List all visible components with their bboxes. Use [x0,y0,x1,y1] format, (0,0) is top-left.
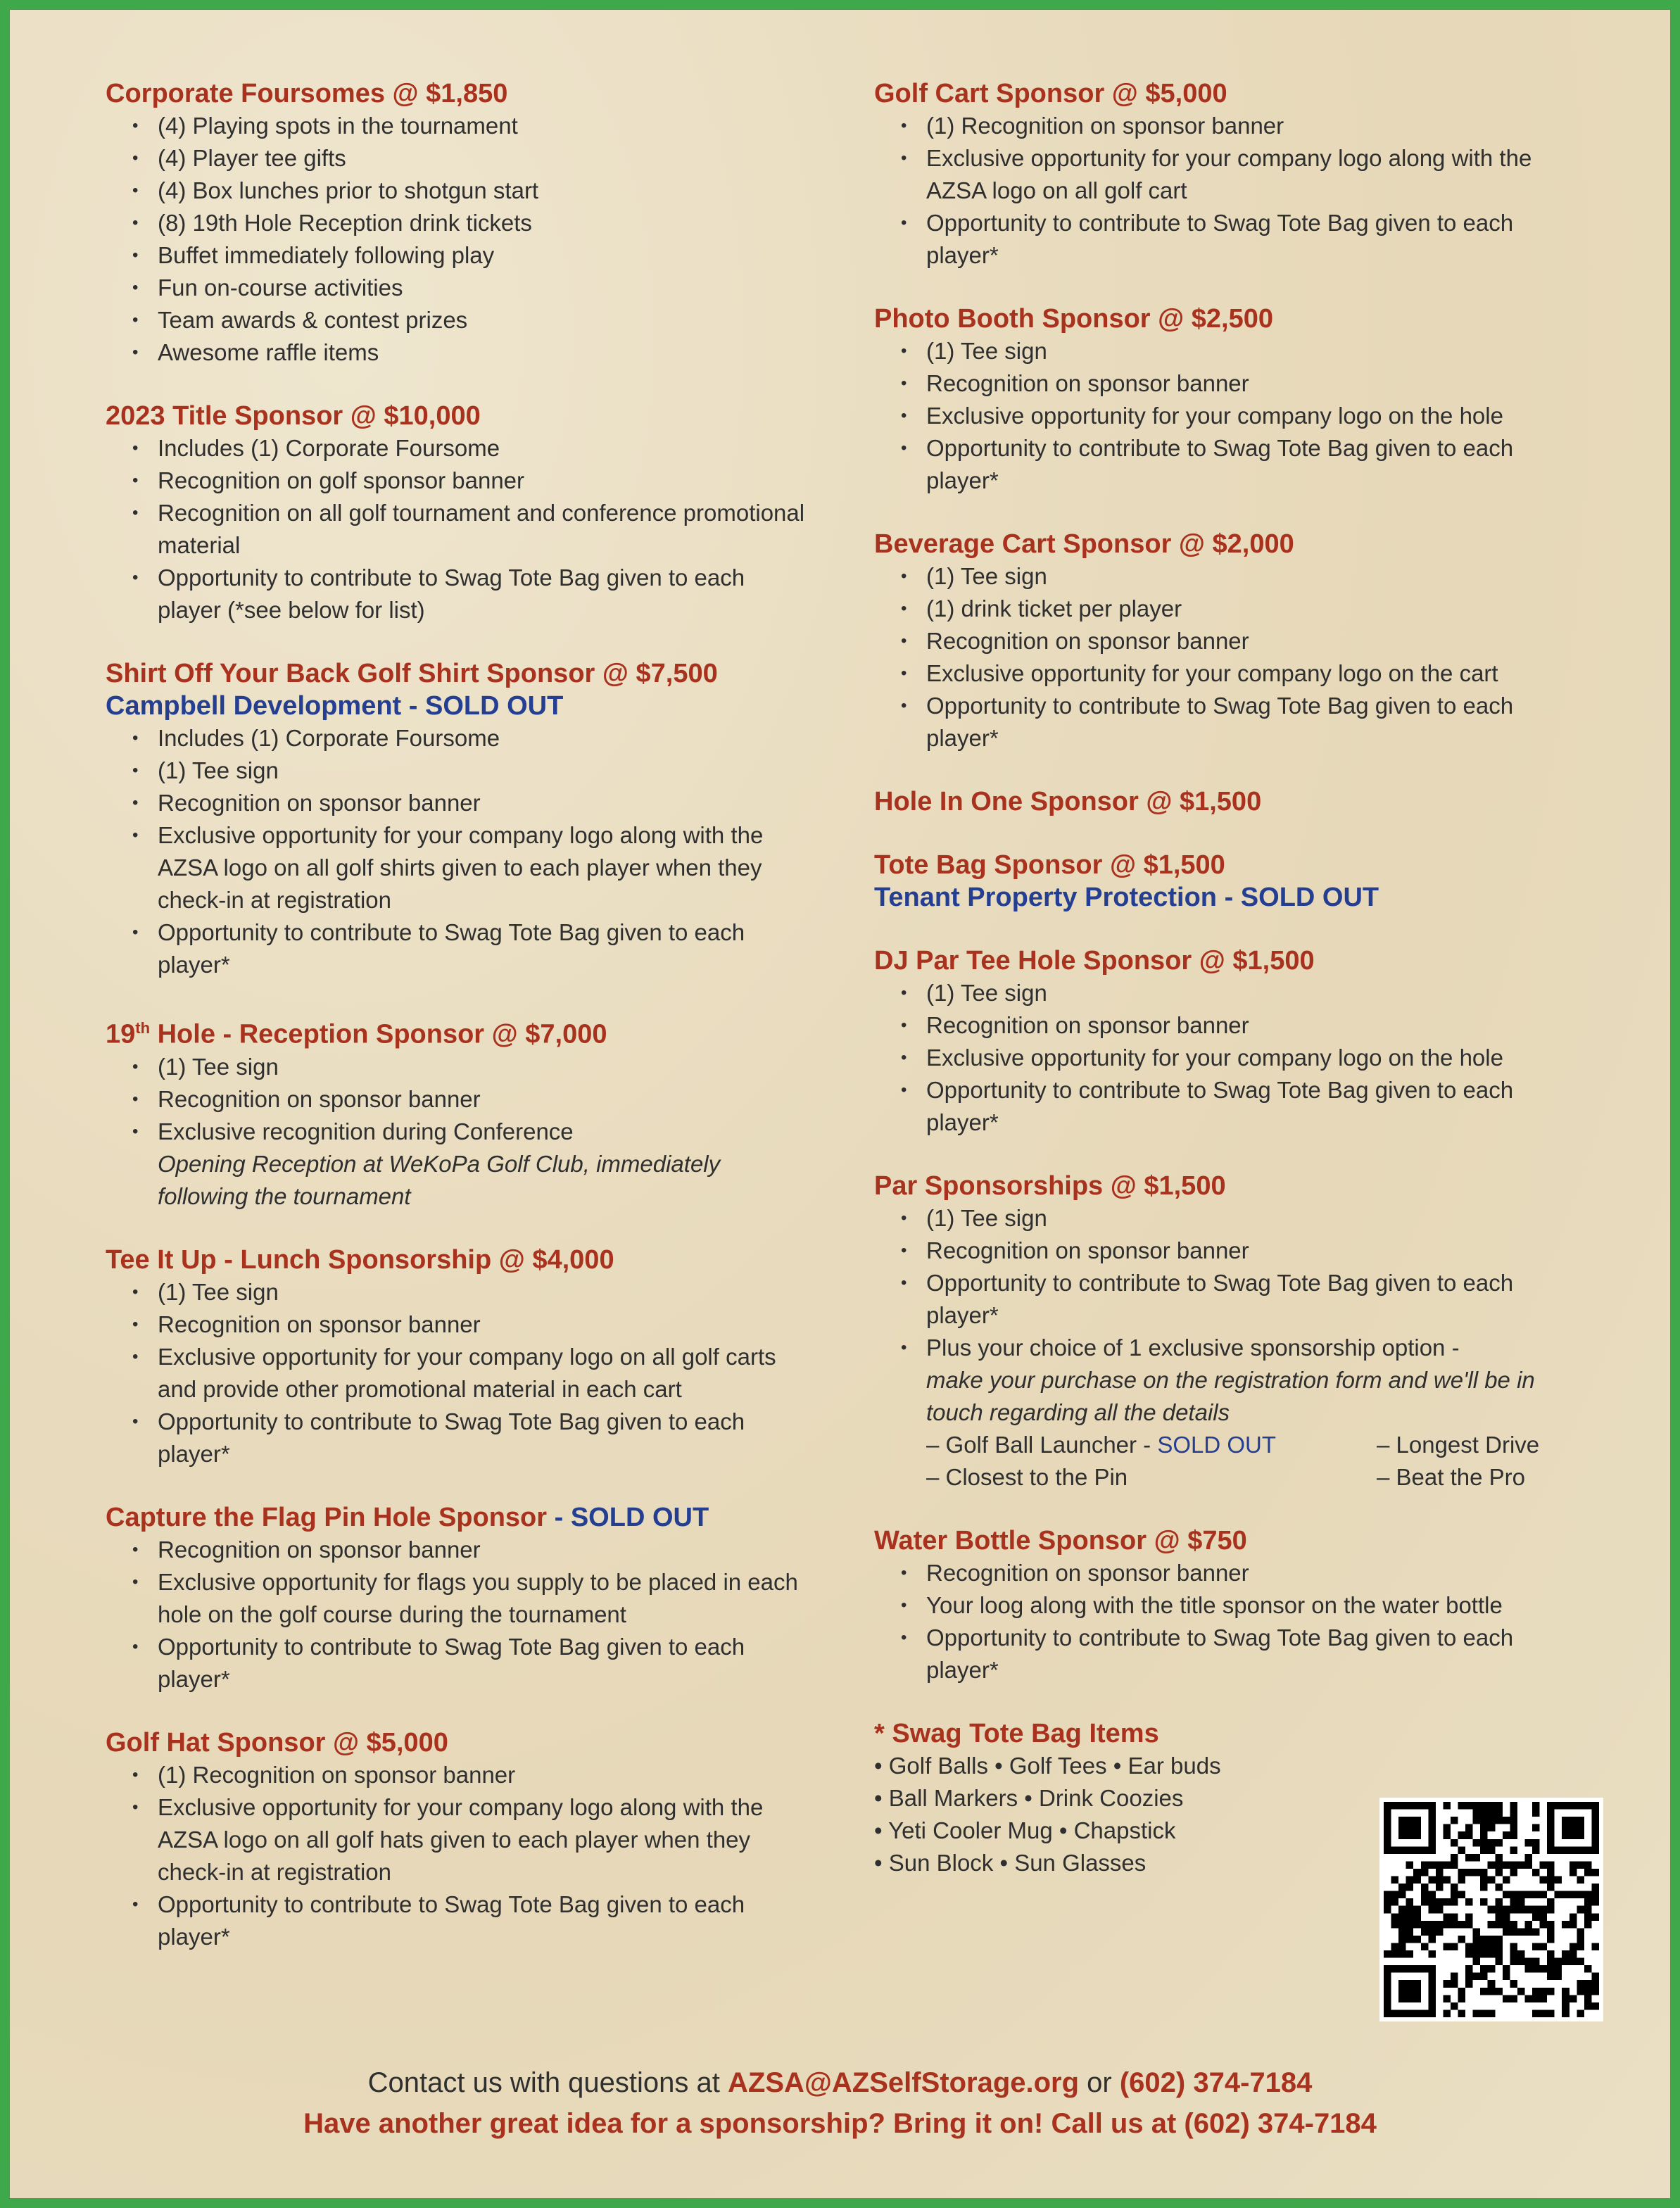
option-longest-drive: – Longest Drive [1377,1432,1540,1458]
benefit-list [874,560,1578,755]
section-title: Golf Cart Sponsor @ $5,000 [874,79,1227,108]
benefit-list [106,722,809,981]
swag-line: • Ball Markers • Drink Coozies [874,1785,1184,1811]
list-item: • Opportunity to contribute to Swag Tote Bag given to each player* [901,1074,1578,1139]
flyer-page [10,10,1670,2198]
list-item: • (1) Tee sign [901,1202,1578,1235]
benefit-list [106,432,809,626]
option-closest-to-pin: – Closest to the Pin [926,1464,1128,1490]
list-item: • (4) Box lunches prior to shotgun start [132,175,809,207]
section-title: Beverage Cart Sponsor @ $2,000 [874,529,1294,559]
section-title: Par Sponsorships @ $1,500 [874,1171,1226,1201]
benefit-list [874,1557,1578,1686]
section-photo-booth-sponsor [874,303,1578,497]
list-item: • Includes (1) Corporate Foursome [132,722,809,755]
list-item: • Your loog along with the title sponsor on the water bottle [901,1589,1578,1622]
benefit-list [106,1759,809,1953]
section-tote-bag-sponsor [874,849,1578,914]
section-title: Tote Bag Sponsor @ $1,500 [874,850,1225,880]
list-item: • Exclusive opportunity for your company logo along with the AZSA logo on all golf shirts given to each player when they check-in at registration [132,819,809,916]
option-beat-the-pro: – Beat the Pro [1377,1464,1525,1490]
list-item: • Recognition on sponsor banner [901,367,1578,400]
list-item: • Exclusive recognition during Conference Opening Reception at WeKoPa Golf Club, immediately following the tournament [132,1116,809,1213]
benefit-list [106,1276,809,1470]
benefit-list [874,1202,1578,1429]
benefit-list [106,1051,809,1213]
section-golf-shirt-sponsor [106,657,809,981]
section-hat-sponsor [106,1727,809,1953]
list-item: • Recognition on sponsor banner [901,1235,1578,1267]
benefit-list [106,110,809,369]
swag-line: • Yeti Cooler Mug • Chapstick [874,1817,1176,1843]
call-to-action: Have another great idea for a sponsorship? Bring it on! Call us at (602) 374-7184 [303,2108,1377,2139]
footer [10,2062,1670,2144]
section-title: DJ Par Tee Hole Sponsor @ $1,500 [874,946,1315,976]
list-item: • (1) drink ticket per player [901,593,1578,625]
section-title: Hole In One Sponsor @ $1,500 [874,787,1262,816]
list-item: • Exclusive opportunity for your company logo on the hole [901,1042,1578,1074]
list-item: • Opportunity to contribute to Swag Tote Bag given to each player (*see below for list) [132,562,809,626]
list-item: • Exclusive opportunity for flags you supply to be placed in each hole on the golf course during the tournament [132,1566,809,1631]
list-item: • Exclusive opportunity for your company logo on the cart [901,657,1578,690]
list-item: • Opportunity to contribute to Swag Tote Bag given to each player* [901,690,1578,755]
list-item: • Awesome raffle items [132,336,809,369]
list-item: • Exclusive opportunity for your company logo along with the AZSA logo on all golf hats given to each player when they check-in at registration [132,1791,809,1888]
section-title: 19th Hole - Reception Sponsor @ $7,000 [106,1019,607,1049]
list-item: • (4) Playing spots in the tournament [132,110,809,142]
list-item: • (1) Tee sign [132,1276,809,1308]
swag-line: • Sun Block • Sun Glasses [874,1850,1147,1876]
benefit-list [874,335,1578,497]
list-item: • Opportunity to contribute to Swag Tote Bag given to each player* [132,1406,809,1470]
section-title: Corporate Foursomes @ $1,850 [106,79,508,108]
list-item: • Opportunity to contribute to Swag Tote Bag given to each player* [901,432,1578,497]
list-item: • Opportunity to contribute to Swag Tote Bag given to each player* [132,916,809,981]
right-column [874,77,1578,1910]
list-item: • Plus your choice of 1 exclusive sponsorship option - make your purchase on the registration form and we'll be in touch regarding all the details [901,1332,1578,1429]
section-title: Photo Booth Sponsor @ $2,500 [874,304,1273,334]
list-item: • Exclusive opportunity for your company logo along with the AZSA logo on all golf cart [901,142,1578,207]
list-item: • Recognition on sponsor banner [901,1557,1578,1589]
list-item: • Opportunity to contribute to Swag Tote Bag given to each player* [901,1267,1578,1332]
section-par-sponsorships [874,1170,1578,1494]
section-reception-sponsor [106,1012,809,1213]
section-hole-in-one-sponsor [874,786,1578,818]
list-item: • Fun on-course activities [132,272,809,304]
list-item: • Exclusive opportunity for your company logo on the hole [901,400,1578,432]
left-column [106,77,809,1984]
section-title: Tee It Up - Lunch Sponsorship @ $4,000 [106,1244,614,1275]
list-item: • Buffet immediately following play [132,239,809,272]
section-lunch-sponsor [106,1244,809,1470]
list-item: • Recognition on sponsor banner [132,1308,809,1341]
list-item: • Team awards & contest prizes [132,304,809,336]
section-water-bottle-sponsor [874,1525,1578,1686]
list-item: • Opportunity to contribute to Swag Tote Bag given to each player* [132,1888,809,1953]
section-title: Water Bottle Sponsor @ $750 [874,1526,1247,1556]
list-item: • (1) Recognition on sponsor banner [132,1759,809,1791]
list-item: • Recognition on golf sponsor banner [132,465,809,497]
section-cart-sponsor [874,77,1578,272]
list-item: • Opportunity to contribute to Swag Tote Bag given to each player* [901,207,1578,272]
list-item: • Opportunity to contribute to Swag Tote Bag given to each player* [901,1622,1578,1686]
option-grid [874,1429,1578,1494]
qr-code-icon[interactable] [1379,1798,1603,2021]
sold-out-note: Campbell Development - SOLD OUT [106,691,564,721]
phone-link[interactable]: (602) 374-7184 [1119,2067,1313,2098]
list-item: • (4) Player tee gifts [132,142,809,175]
section-dj-sponsor [874,945,1578,1139]
benefit-list [106,1534,809,1696]
list-item: • Recognition on sponsor banner [132,1534,809,1566]
list-item: • Recognition on sponsor banner [901,1009,1578,1042]
swag-line: • Golf Balls • Golf Tees • Ear buds [874,1753,1221,1779]
list-item: • (1) Tee sign [901,560,1578,593]
list-item: • (1) Tee sign [901,977,1578,1009]
section-title: 2023 Title Sponsor @ $10,000 [106,401,481,431]
list-item: • Recognition on sponsor banner [132,787,809,819]
benefit-list [874,977,1578,1139]
list-item: • (1) Recognition on sponsor banner [901,110,1578,142]
section-title-sponsor [106,400,809,626]
list-item: • (1) Tee sign [901,335,1578,367]
section-title: * Swag Tote Bag Items [874,1719,1159,1748]
list-item: • (1) Tee sign [132,1051,809,1083]
section-title: Golf Hat Sponsor @ $5,000 [106,1727,448,1758]
benefit-list [874,110,1578,272]
option-golf-ball-launcher: – Golf Ball Launcher - SOLD OUT [926,1432,1277,1458]
list-item: • Recognition on all golf tournament and conference promotional material [132,497,809,562]
list-item: • Opportunity to contribute to Swag Tote Bag given to each player* [132,1631,809,1696]
list-item: • Exclusive opportunity for your company logo on all golf carts and provide other promotional material in each cart [132,1341,809,1406]
section-title: Capture the Flag Pin Hole Sponsor - SOLD OUT [106,1502,709,1532]
section-beverage-cart-sponsor [874,528,1578,755]
section-title: Shirt Off Your Back Golf Shirt Sponsor @ $7,500 [106,659,718,688]
list-item: • Recognition on sponsor banner [901,625,1578,657]
contact-line: Contact us with questions at AZSA@AZSelfStorage.org or (602) 374-7184 [367,2067,1313,2098]
list-item: • Recognition on sponsor banner [132,1083,809,1116]
section-flag-sponsor [106,1501,809,1696]
list-item: • (8) 19th Hole Reception drink tickets [132,207,809,239]
list-item: • (1) Tee sign [132,755,809,787]
email-link[interactable]: AZSA@AZSelfStorage.org [728,2067,1080,2098]
list-item: • Includes (1) Corporate Foursome [132,432,809,465]
sold-out-note: Tenant Property Protection - SOLD OUT [874,883,1379,912]
section-corporate-foursomes [106,77,809,369]
